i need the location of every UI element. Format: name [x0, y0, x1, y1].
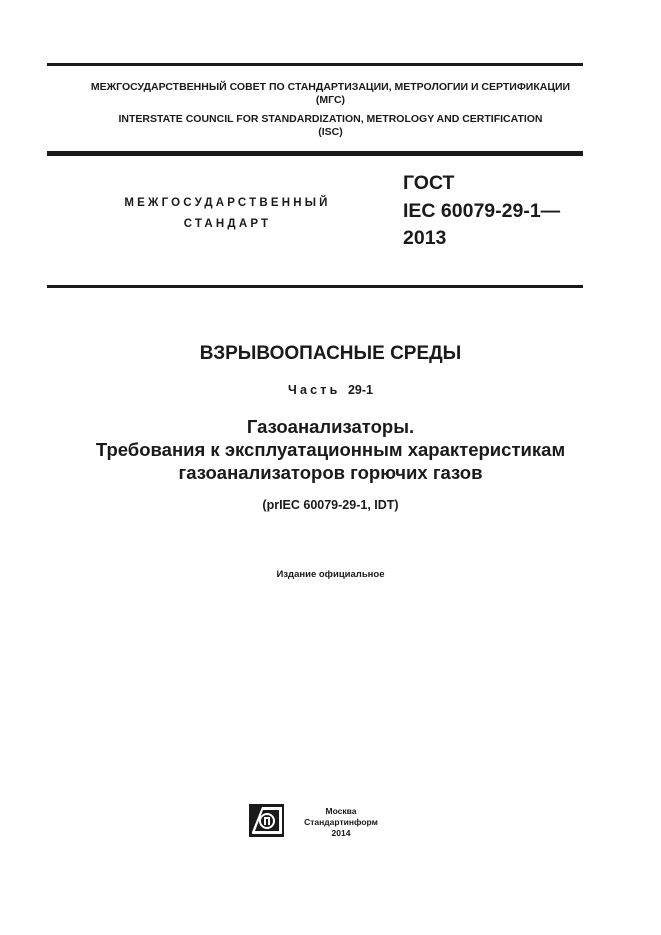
subtitle-line2: Требования к эксплуатационным характеристикам [95, 439, 566, 460]
publisher-city: Москва [325, 806, 357, 816]
standard-type-line1: МЕЖГОСУДАРСТВЕННЫЙ [124, 197, 331, 209]
standard-type [100, 193, 355, 235]
publisher-name: Стандартинформ [304, 817, 378, 827]
part-line [0, 383, 661, 397]
council-en-abbr: (ISC) [318, 126, 343, 138]
council-ru-name [0, 81, 661, 107]
publisher-year: 2014 [331, 828, 351, 838]
subtitle-line1: Газоанализаторы. [246, 416, 415, 437]
council-en-line: INTERSTATE COUNCIL FOR STANDARDIZATION, METROLOGY AND CERTIFICATION [118, 113, 543, 125]
gost-designation [403, 172, 560, 250]
part-number: 29-1 [347, 383, 373, 397]
designation-rule [47, 285, 583, 288]
header-thick-rule [47, 151, 583, 156]
council-ru-line: МЕЖГОСУДАРСТВЕННЫЙ СОВЕТ ПО СТАНДАРТИЗАЦИИ, МЕТРОЛОГИИ И СЕРТИФИКАЦИИ [90, 81, 571, 93]
gost-label: ГОСТ [403, 172, 455, 194]
document-subtitle [0, 415, 661, 484]
gost-year: 2013 [403, 227, 447, 249]
edition-note: Издание официальное [276, 569, 385, 580]
gost-number: IEC 60079-29-1— [403, 200, 561, 222]
logo-graphic [249, 804, 284, 837]
publisher-imprint [296, 806, 386, 839]
standard-type-line2: СТАНДАРТ [183, 218, 272, 230]
standartinform-logo-icon [249, 804, 284, 837]
iec-reference: (prIEC 60079-29-1, IDT) [262, 498, 399, 512]
subtitle-line3: газоанализаторов горючих газов [178, 462, 483, 483]
council-en-name [0, 113, 661, 139]
council-ru-abbr: (МГС) [315, 94, 346, 106]
top-rule [47, 63, 583, 66]
document-title: ВЗРЫВООПАСНЫЕ СРЕДЫ [199, 343, 462, 364]
part-label: Часть [287, 383, 341, 397]
